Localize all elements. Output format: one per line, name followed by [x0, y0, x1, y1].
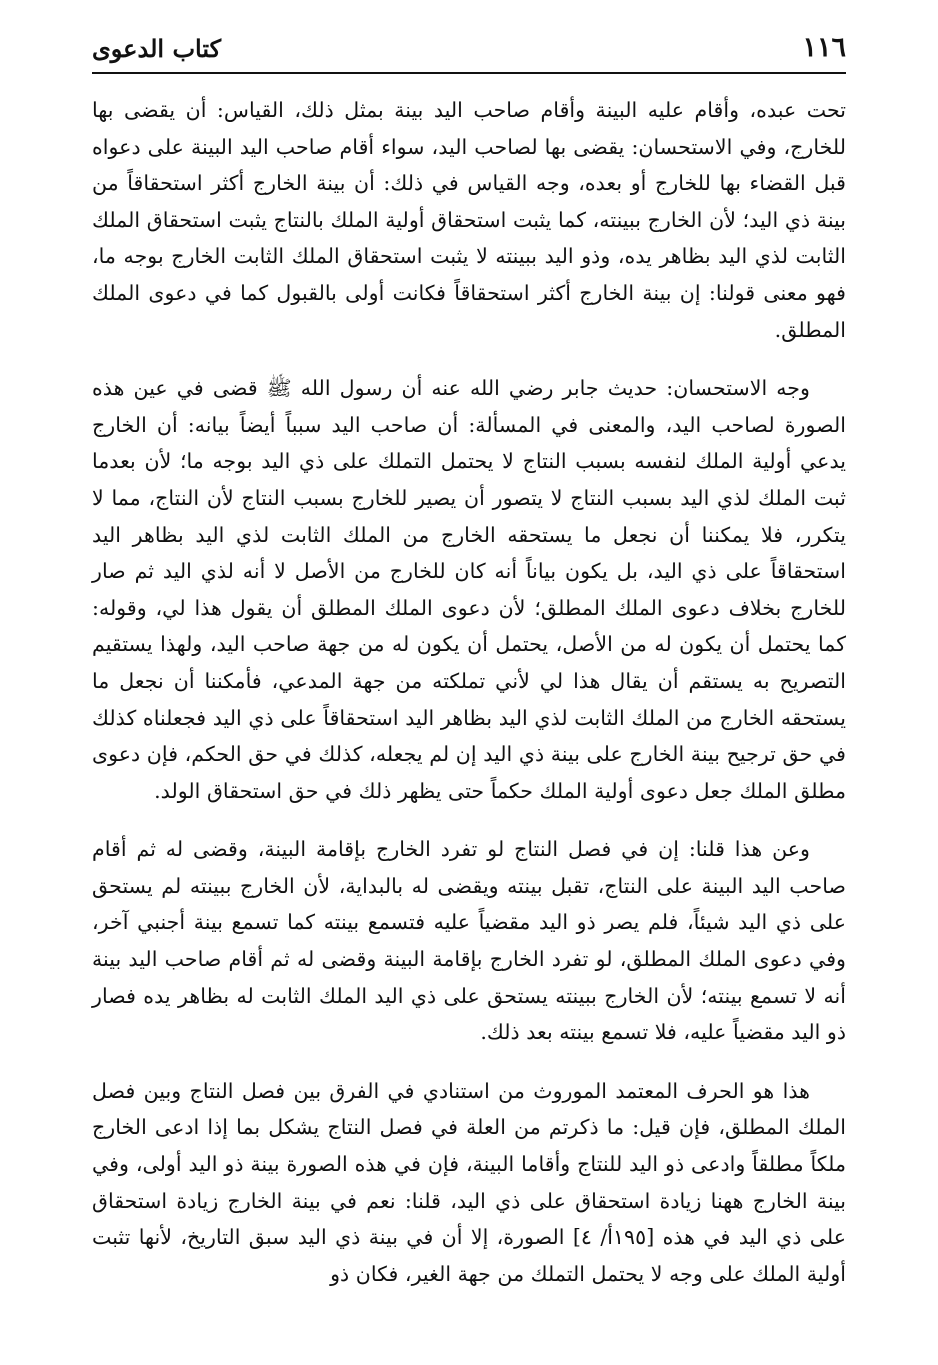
paragraph: تحت عبده، وأقام عليه البينة وأقام صاحب اليد بينة بمثل ذلك، القياس: أن يقضى بها للخارج، وفي الاستحسان: يقضى بها لصاحب اليد، سواء أقام صاحب اليد البينة على دعواه قبل القضاء بها للخارج أو بعده، وجه القياس في ذلك: أن بينة الخارج أكثر استحقاقاً من بينة ذي اليد؛ لأن الخارج ببينته، كما يثبت استحقاق أولية الملك بالنتاج يثبت استحقاق الملك الثابت لذي اليد بظاهر يده، وذو اليد ببينته لا يثبت استحقاق الملك الثابت الخارج بوجه ما، فهو معنى قولنا: إن بينة الخارج أكثر استحقاقاً فكانت أولى بالقبول كما في دعوى الملك المطلق. — [92, 98, 846, 342]
page-header — [92, 28, 846, 74]
page-number: ١١٦ — [802, 32, 846, 63]
body-text — [92, 92, 846, 1292]
paragraph: وعن هذا قلنا: إن في فصل النتاج لو تفرد الخارج بإقامة البينة، وقضى له ثم أقام صاحب اليد البينة على النتاج، تقبل بينته ويقضى له بالبداية، لأن الخارج ببينته لم يستحق على ذي اليد شيئاً، فلم يصر ذو اليد مقضياً عليه فتسمع بينته كما تسمع بينة أجنبي آخر، وفي دعوى الملك المطلق، لو تفرد الخارج بإقامة البينة وقضى له ثم أقام صاحب اليد بينة أنه لا تسمع بينته؛ لأن الخارج ببينته يستحق على ذي اليد الملك الثابت له بظاهر يده فصار ذو اليد مقضياً عليه، فلا تسمع بينته بعد ذلك. — [92, 837, 846, 1045]
paragraph: هذا هو الحرف المعتمد الموروث من استنادي في الفرق بين فصل النتاج وبين فصل الملك المطلق، فإن قيل: ما ذكرتم من العلة في فصل النتاج يشكل بما إذا ادعى الخارج ملكاً مطلقاً وادعى ذو اليد للنتاج وأقاما البينة، فإن في هذه الصورة بينة ذو اليد أولى، وفي بينة الخارج ههنا زيادة استحقاق على ذي اليد، قلنا: نعم في بينة الخارج زيادة استحقاق على ذي اليد في هذه [١٩٥أ/ ٤] الصورة، إلا أن في بينة ذي اليد سبق التاريخ، لأنها تثبت أولية الملك على وجه لا يحتمل التملك من جهة الغير، فكان ذو — [92, 1078, 846, 1286]
running-title: كتاب الدعوى — [92, 34, 222, 63]
paragraph: وجه الاستحسان: حديث جابر رضي الله عنه أن رسول الله ﷺ قضى في عين هذه الصورة لصاحب اليد، والمعنى في المسألة: أن صاحب اليد سبباً أيضاً بيانه: أن الخارج يدعي أولية الملك لنفسه بسبب النتاج لا يحتمل التملك على ذي اليد بوجه ما؛ لأن بعدما ثبت الملك لذي اليد بسبب النتاج لا يتصور أن يصير للخارج بسبب النتاج لأن النتاج، مما لا يتكرر، فلا يمكننا أن نجعل ما يستحقه الخارج من الملك الثابت لذي اليد بظاهر اليد استحقاقاً على ذي اليد، بل يكون بياناً أنه كان للخارج من الأصل لا أنه لذي اليد ثم صار للخارج بخلاف دعوى الملك المطلق؛ لأن دعوى الملك المطلق أن يقول هذا لي، وقوله: كما يحتمل أن يكون له من الأصل، يحتمل أن يكون له من جهة صاحب اليد، ولهذا يستقيم التصريح به يستقم أن يقال هذا لي لأني تملكته من جهة المدعي، فأمكننا أن نجعل ما يستحقه الخارج من الملك الثابت لذي اليد بظاهر اليد استحقاقاً على ذي اليد فجعلناه كذلك في حق ترجيح بينة الخارج على بينة ذي اليد إن لم يجعله، كذلك في حق الحكم، فإن دعوى مطلق الملك جعل دعوى أولية الملك حكماً حتى يظهر ذلك في حق استحقاق الولد. — [92, 376, 846, 803]
